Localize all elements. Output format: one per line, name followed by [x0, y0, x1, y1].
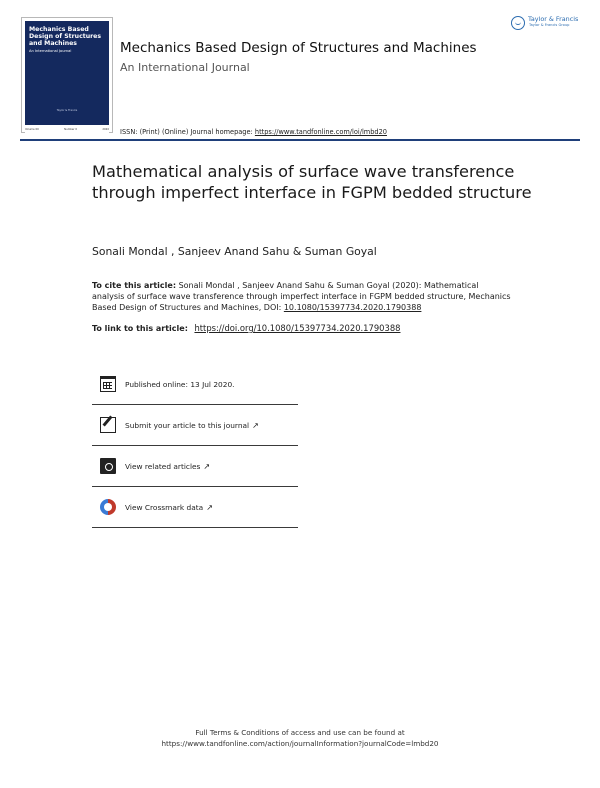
- submit-article-link[interactable]: Submit your article to this journal: [125, 420, 250, 430]
- published-date: Published online: 13 Jul 2020.: [125, 379, 235, 389]
- cover-title: Mechanics Based Design of Structures and Machines: [29, 26, 102, 47]
- external-link-icon: ↗: [206, 502, 213, 512]
- cover-volume: Volume 00: [25, 127, 39, 131]
- article-link-line: [92, 323, 400, 333]
- cover-publisher: Taylor & Francis: [56, 109, 78, 112]
- cover-footer: [25, 125, 109, 133]
- cover-subtitle: An International Journal: [29, 49, 72, 53]
- external-link-icon: ↗: [203, 461, 211, 471]
- citation-text: Sonali Mondal , Sanjeev Anand Sahu & Suman Goyal (2020): Mathematical analysis of surface wave transference through imperfect interface in FGPM bedded structure, Mechanics Based Design of Structures and Machines, DOI:: [92, 281, 511, 313]
- journal-subtitle: An International Journal: [120, 61, 250, 74]
- article-link-label: To link to this article:: [92, 324, 188, 333]
- doi-link[interactable]: 10.1080/15397734.2020.1790388: [283, 303, 422, 313]
- cover-year: 2020: [102, 127, 109, 131]
- issn-text: ISSN: (Print) (Online) Journal homepage:: [120, 128, 253, 136]
- article-authors: Sonali Mondal , Sanjeev Anand Sahu & Suman Goyal: [92, 245, 377, 258]
- cover-number: Number 0: [64, 127, 78, 131]
- header-divider: [20, 139, 580, 141]
- crossmark-row[interactable]: [92, 487, 298, 528]
- related-articles-icon: [100, 458, 116, 474]
- issn-line: [120, 128, 387, 136]
- crossmark-icon: [100, 499, 116, 515]
- logo-name: Taylor & Francis: [528, 15, 579, 23]
- logo-tagline: Taylor & Francis Group: [529, 23, 570, 27]
- cover-panel: [25, 21, 109, 129]
- related-articles-link[interactable]: View related articles: [125, 461, 201, 471]
- logo-text-block: [525, 16, 578, 27]
- journal-title: Mechanics Based Design of Structures and Machines: [120, 40, 477, 56]
- footer-terms: Full Terms & Conditions of access and use can be found at: [195, 728, 405, 737]
- related-articles-row[interactable]: [92, 446, 298, 487]
- journal-homepage-link[interactable]: https://www.tandfonline.com/loi/lmbd20: [254, 128, 387, 136]
- journal-cover: [21, 17, 113, 133]
- article-doi-url[interactable]: https://doi.org/10.1080/15397734.2020.1790388: [194, 323, 401, 333]
- edit-icon: [100, 417, 116, 433]
- calendar-icon: [100, 376, 116, 392]
- external-link-icon: ↗: [252, 420, 259, 430]
- publisher-logo[interactable]: [511, 16, 578, 30]
- published-row: [92, 364, 298, 405]
- citation-block: [92, 280, 512, 314]
- footer: [0, 727, 600, 749]
- taylor-francis-logo-icon: [511, 16, 525, 30]
- article-title: Mathematical analysis of surface wave transference through imperfect interface in FGPM bedded structure: [92, 162, 532, 202]
- article-actions: [92, 364, 298, 528]
- crossmark-link[interactable]: View Crossmark data: [125, 502, 204, 512]
- citation-label: To cite this article:: [92, 281, 177, 290]
- footer-url[interactable]: https://www.tandfonline.com/action/journalInformation?journalCode=lmbd20: [161, 739, 439, 748]
- submit-article-row[interactable]: [92, 405, 298, 446]
